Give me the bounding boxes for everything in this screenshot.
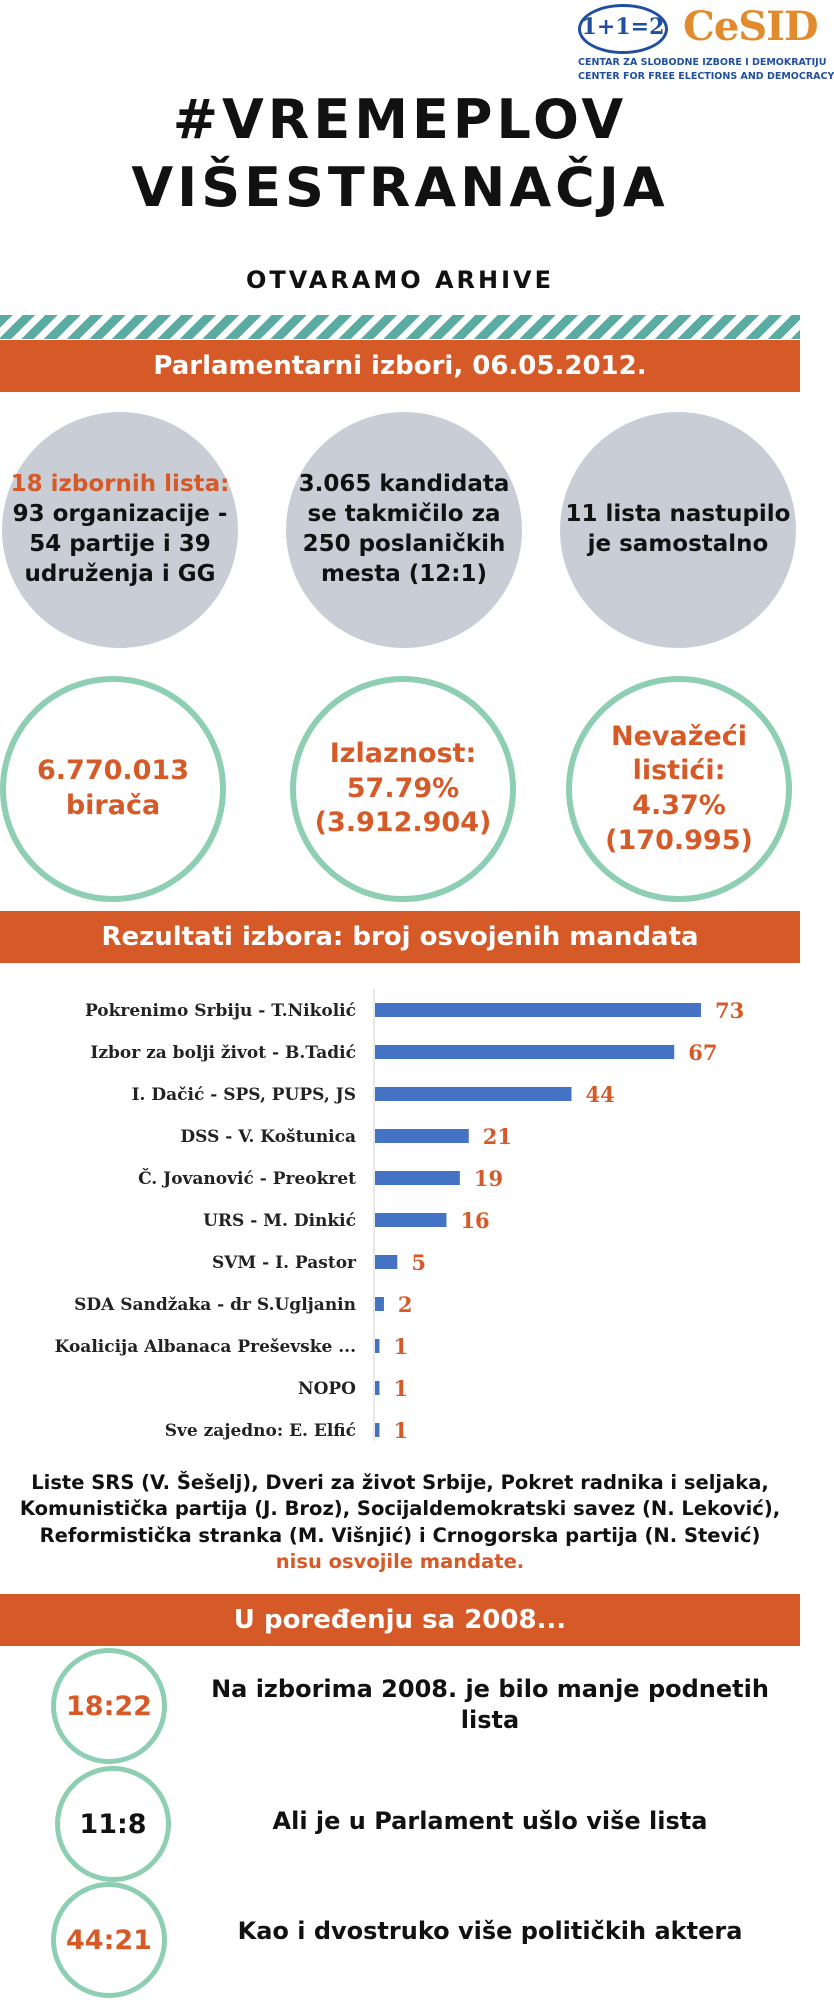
bar-category-label: SVM - I. Pastor <box>211 1253 356 1273</box>
invalid-stat-label: Nevažeći listići: <box>610 720 747 787</box>
bar <box>375 1045 674 1059</box>
bar <box>375 1297 384 1311</box>
comparison-text-parliament: Ali je u Parlament ušlo više lista <box>272 1807 708 1835</box>
bar-category-label: NOPO <box>298 1379 356 1399</box>
comparison-ratio-actors: 44:21 <box>51 1882 167 1998</box>
no-mandates-note <box>0 1470 800 1575</box>
bar-value-label: 1 <box>393 1334 409 1359</box>
bar <box>375 1213 446 1227</box>
bar <box>375 1087 571 1101</box>
bar-value-label: 44 <box>585 1082 615 1107</box>
comparison-ratio-lists: 18:22 <box>51 1648 167 1764</box>
lists-fact-line-3: 54 partije i 39 <box>29 531 211 557</box>
candidates-fact-line-2: se takmičilo za <box>307 501 501 528</box>
lists-fact-line-2: 93 organizacije - <box>12 501 228 528</box>
turnout-stat-label: Izlaznost: <box>329 738 477 770</box>
invalid-stat-percent: 4.37% <box>632 790 726 821</box>
no-mandates-note-line-2: Komunistička partija (J. Broz), Socijaldemokratski savez (N. Leković), <box>19 1497 781 1521</box>
logo-subtitle-2: CENTER FOR FREE ELECTIONS AND DEMOCRACY <box>578 71 834 82</box>
no-mandates-note-line-1: Liste SRS (V. Šešelj), Dveri za život Srbije, Pokret radnika i seljaka, <box>31 1471 769 1494</box>
invalid-stat-circle <box>566 676 792 902</box>
candidates-fact-line-3: 250 poslaničkih <box>302 531 506 557</box>
bar-category-label: DSS - V. Koštunica <box>180 1127 356 1147</box>
candidates-fact-line-4: mesta (12:1) <box>320 560 487 587</box>
logo-subtitle-1: CENTAR ZA SLOBODNE IZBORE I DEMOKRATIJU <box>578 57 827 68</box>
bar <box>375 1255 397 1269</box>
bar-category-label: Sve zajedno: E. Elfić <box>164 1421 356 1441</box>
bar <box>375 1339 379 1353</box>
lists-fact-line-4: udruženja i GG <box>24 560 216 587</box>
candidates-fact-line-1: 3.065 kandidata <box>298 471 510 498</box>
results-banner: Rezultati izbora: broj osvojenih mandata <box>0 911 800 963</box>
comparison-text-lists-line-2: lista <box>460 1706 520 1735</box>
bar-value-label: 21 <box>482 1124 513 1149</box>
page-subtitle: OTVARAMO ARHIVE <box>245 266 555 294</box>
page-title-line-1: #VREMEPLOV <box>172 88 628 151</box>
elections-banner: Parlamentarni izbori, 06.05.2012. <box>0 340 800 392</box>
independent-fact-line-1: 11 lista nastupilo <box>565 501 791 528</box>
comparison-text-actors: Kao i dvostruko više političkih aktera <box>237 1917 743 1945</box>
lists-fact-highlight: 18 izbornih lista: <box>10 471 230 498</box>
decorative-stripes <box>0 315 800 339</box>
bar-value-label: 5 <box>411 1250 426 1275</box>
bar-value-label: 67 <box>688 1040 718 1065</box>
independent-fact-circle <box>560 412 796 648</box>
bar-category-label: I. Dačić - SPS, PUPS, JS <box>131 1085 356 1105</box>
voters-stat-circle <box>0 676 226 902</box>
results-bar-chart <box>0 975 800 1445</box>
logo-name: CeSID <box>683 3 818 50</box>
turnout-stat-circle <box>290 676 516 902</box>
comparison-ratio-parliament: 11:8 <box>55 1766 171 1882</box>
bar <box>375 1423 379 1437</box>
lists-fact-circle <box>2 412 238 648</box>
no-mandates-note-line-4: nisu osvojile mandate. <box>275 1549 525 1573</box>
bar-category-label: Pokrenimo Srbiju - T.Nikolić <box>84 1001 356 1021</box>
bar-value-label: 1 <box>393 1418 409 1443</box>
bar-value-label: 2 <box>397 1292 413 1317</box>
turnout-stat-percent: 57.79% <box>346 772 460 804</box>
bar-value-label: 1 <box>393 1376 409 1401</box>
bar <box>375 1381 379 1395</box>
no-mandates-note-line-3: Reformistička stranka (M. Višnjić) i Crnogorska partija (N. Stević) <box>39 1523 761 1547</box>
candidates-fact-circle <box>286 412 522 648</box>
logo-mark-text: 1+1=2 <box>581 14 665 40</box>
bar-value-label: 73 <box>715 998 745 1023</box>
voters-stat-label: birača <box>65 790 161 821</box>
comparison-text-lists <box>210 1674 770 1736</box>
bar-category-label: SDA Sandžaka - dr S.Ugljanin <box>74 1295 356 1315</box>
bar <box>375 1171 460 1185</box>
voters-stat-value: 6.770.013 <box>36 755 190 787</box>
independent-fact-line-2: je samostalno <box>587 531 769 557</box>
bar-category-label: Č. Jovanović - Preokret <box>138 1169 356 1189</box>
invalid-stat-count: (170.995) <box>605 824 753 856</box>
bar-value-label: 16 <box>460 1208 490 1233</box>
page-title-line-2: VIŠESTRANAČJA <box>131 156 669 219</box>
bar-category-label: URS - M. Dinkić <box>203 1211 356 1231</box>
bar <box>375 1129 469 1143</box>
comparison-banner: U poređenju sa 2008... <box>0 1594 800 1646</box>
bar <box>375 1003 701 1017</box>
turnout-stat-count: (3.912.904) <box>314 807 492 839</box>
bar-category-label: Koalicija Albanaca Preševske ... <box>54 1337 356 1357</box>
bar-value-label: 19 <box>473 1166 504 1191</box>
bar-category-label: Izbor za bolji život - B.Tadić <box>90 1043 356 1063</box>
comparison-text-lists-line-1: Na izborima 2008. je bilo manje podnetih <box>211 1675 769 1703</box>
